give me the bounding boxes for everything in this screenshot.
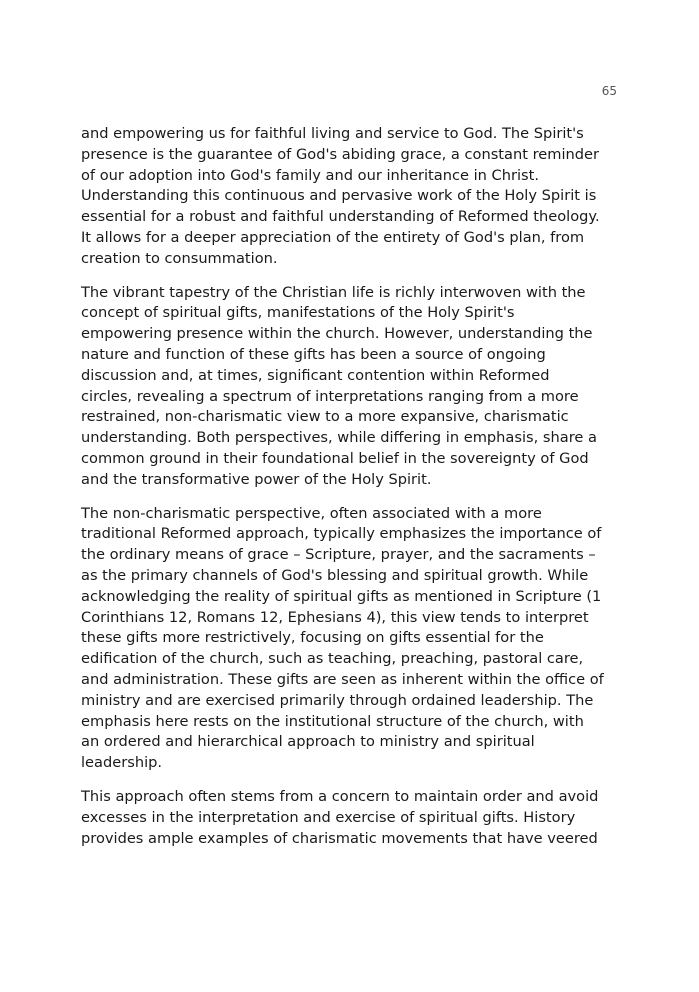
text-line: understanding. Both perspectives, while differing in emphasis, share a [81,429,597,447]
text-line: common ground in their foundational belief in the sovereignty of God [81,449,589,467]
text-line: restrained, non-charismatic view to a more expansive, charismatic [81,408,569,426]
text-line: This approach often stems from a concern to maintain order and avoid [81,787,599,805]
text-line: The vibrant tapestry of the Christian life is richly interwoven with the [81,283,586,301]
paragraph-4 [81,787,621,849]
text-line: an ordered and hierarchical approach to ministry and spiritual [81,733,535,751]
text-line: circles, revealing a spectrum of interpretations ranging from a more [81,387,579,405]
text-line: and empowering us for faithful living and service to God. The Spirit's [81,125,584,142]
text-line: Corinthians 12, Romans 12, Ephesians 4), this view tends to interpret [81,608,589,626]
text-line: ministry and are exercised primarily through ordained leadership. The [81,691,594,709]
text-line: traditional Reformed approach, typically emphasizes the importance of [81,525,602,543]
text-line: provides ample examples of charismatic movements that have veered [81,829,598,847]
text-line: presence is the guarantee of God's abiding grace, a constant reminder [81,145,600,163]
text-line: empowering presence within the church. However, understanding the [81,325,593,343]
text-line: excesses in the interpretation and exercise of spiritual gifts. History [81,808,576,826]
page-number: 65 [601,84,617,98]
text-line: leadership. [81,754,163,772]
text-line: and administration. These gifts are seen as inherent within the office of [81,670,604,688]
text-line: and the transformative power of the Holy Spirit. [81,470,432,488]
text-line: It allows for a deeper appreciation of the entirety of God's plan, from [81,228,585,246]
text-line: emphasis here rests on the institutional structure of the church, with [81,712,584,730]
paragraph-2 [81,283,621,491]
text-line: the ordinary means of grace – Scripture, prayer, and the sacraments – [81,546,596,564]
text-line: Understanding this continuous and pervasive work of the Holy Spirit is [81,187,597,205]
text-line: as the primary channels of God's blessing and spiritual growth. While [81,566,589,584]
body-text [81,124,621,862]
text-line: The non-charismatic perspective, often associated with a more [81,504,542,522]
text-line: creation to consummation. [81,249,278,267]
paragraph-1 [81,124,621,270]
text-line: nature and function of these gifts has been a source of ongoing [81,345,546,363]
paragraph-3 [81,504,621,774]
text-line: edification of the church, such as teaching, preaching, pastoral care, [81,650,584,668]
text-line: of our adoption into God's family and our inheritance in Christ. [81,166,540,184]
text-line: discussion and, at times, significant contention within Reformed [81,366,550,384]
text-line: essential for a robust and faithful understanding of Reformed theology. [81,208,600,226]
text-line: these gifts more restrictively, focusing on gifts essential for the [81,629,544,647]
text-line: acknowledging the reality of spiritual gifts as mentioned in Scripture (1 [81,587,602,605]
text-line: concept of spiritual gifts, manifestations of the Holy Spirit's [81,304,515,322]
